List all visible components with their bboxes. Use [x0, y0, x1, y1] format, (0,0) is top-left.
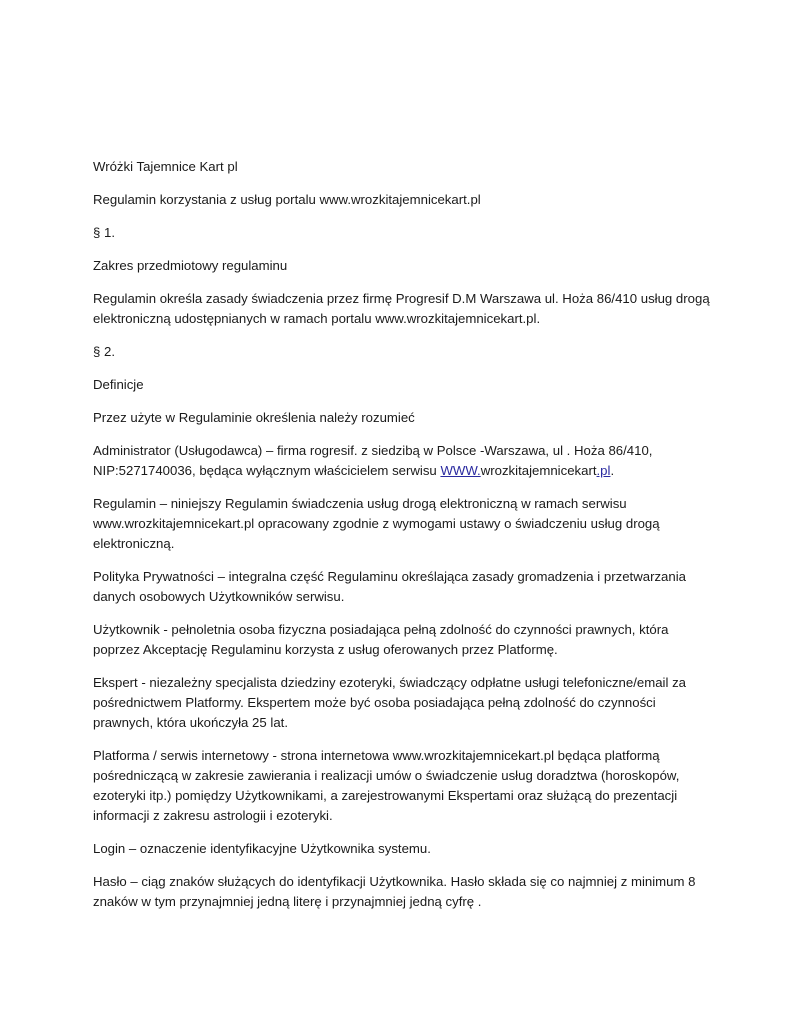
definition-line: pośredniczącą w zakresie zawierania i realizacji umów o świadczenie usług doradztwa (horoskopów, [93, 768, 680, 783]
definition-line: danych osobowych Użytkowników serwisu. [93, 589, 345, 604]
period-text: . [610, 463, 615, 478]
definition-administrator [93, 441, 713, 481]
definition-regulamin [93, 494, 713, 554]
definition-line: NIP:5271740036, będąca wyłącznym właścicielem serwisu [93, 463, 441, 478]
definition-user [93, 620, 713, 660]
definition-line: elektroniczną. [93, 536, 175, 551]
document-page [93, 157, 713, 925]
definition-line: poprzez Akceptację Regulaminu korzysta z usług oferowanych przez Platformę. [93, 642, 558, 657]
website-link-www[interactable]: WWW. [440, 463, 481, 478]
website-domain-text: wrozkitajemnicekart [480, 463, 597, 478]
definition-line: Ekspert - niezależny specjalista dziedziny ezoteryki, świadczący odpłatne usługi telefoniczne/email za [93, 675, 686, 690]
document-title: Wróżki Tajemnice Kart pl [93, 159, 238, 174]
section-2-heading: Definicje [93, 377, 144, 392]
definition-line: znaków w tym przynajmniej jedną literę i przynajmniej jedną cyfrę . [93, 894, 482, 909]
definition-password [93, 872, 713, 912]
section-2-number: § 2. [93, 344, 115, 359]
definition-privacy-policy [93, 567, 713, 607]
section-1-heading: Zakres przedmiotowy regulaminu [93, 258, 288, 273]
document-subtitle: Regulamin korzystania z usług portalu www.wrozkitajemnicekart.pl [93, 192, 481, 207]
definition-line: pośrednictwem Platformy. Ekspertem może być osoba posiadająca pełną zdolność do czynności [93, 695, 656, 710]
website-link-pl[interactable]: .pl [596, 463, 611, 478]
definition-line: informacji z zakresu astrologii i ezoteryki. [93, 808, 333, 823]
definition-line: prawnych, która ukończyła 25 lat. [93, 715, 288, 730]
definition-platform [93, 746, 713, 826]
definition-line: Hasło – ciąg znaków służących do identyfikacji Użytkownika. Hasło składa się co najmniej z minimum 8 [93, 874, 696, 889]
section-1-body [93, 289, 713, 329]
definition-line: Polityka Prywatności – integralna część Regulaminu określająca zasady gromadzenia i przetwarzania [93, 569, 686, 584]
definition-line: Administrator (Usługodawca) – firma rogresif. z siedzibą w Polsce -Warszawa, ul . Hoża 86/410, [93, 443, 653, 458]
section-1-body-line: Regulamin określa zasady świadczenia przez firmę Progresif D.M Warszawa ul. Hoża 86/410 usług drogą [93, 291, 710, 306]
definitions-intro: Przez użyte w Regulaminie określenia należy rozumieć [93, 410, 415, 425]
definition-line: www.wrozkitajemnicekart.pl opracowany zgodnie z wymogami ustawy o świadczeniu usług drogą [93, 516, 660, 531]
definition-expert [93, 673, 713, 733]
definition-line: Użytkownik - pełnoletnia osoba fizyczna posiadająca pełną zdolność do czynności prawnych, która [93, 622, 669, 637]
definition-line: Regulamin – niniejszy Regulamin świadczenia usług drogą elektroniczną w ramach serwisu [93, 496, 627, 511]
definition-login: Login – oznaczenie identyfikacyjne Użytkownika systemu. [93, 841, 431, 856]
definition-line: Platforma / serwis internetowy - strona internetowa www.wrozkitajemnicekart.pl będąca platformą [93, 748, 660, 763]
definition-line: ezoteryki itp.) pomiędzy Użytkownikami, a zarejestrowanymi Ekspertami oraz służącą do prezentacji [93, 788, 678, 803]
section-1-body-line: elektroniczną udostępnianych w ramach portalu www.wrozkitajemnicekart.pl. [93, 311, 541, 326]
section-1-number: § 1. [93, 225, 115, 240]
